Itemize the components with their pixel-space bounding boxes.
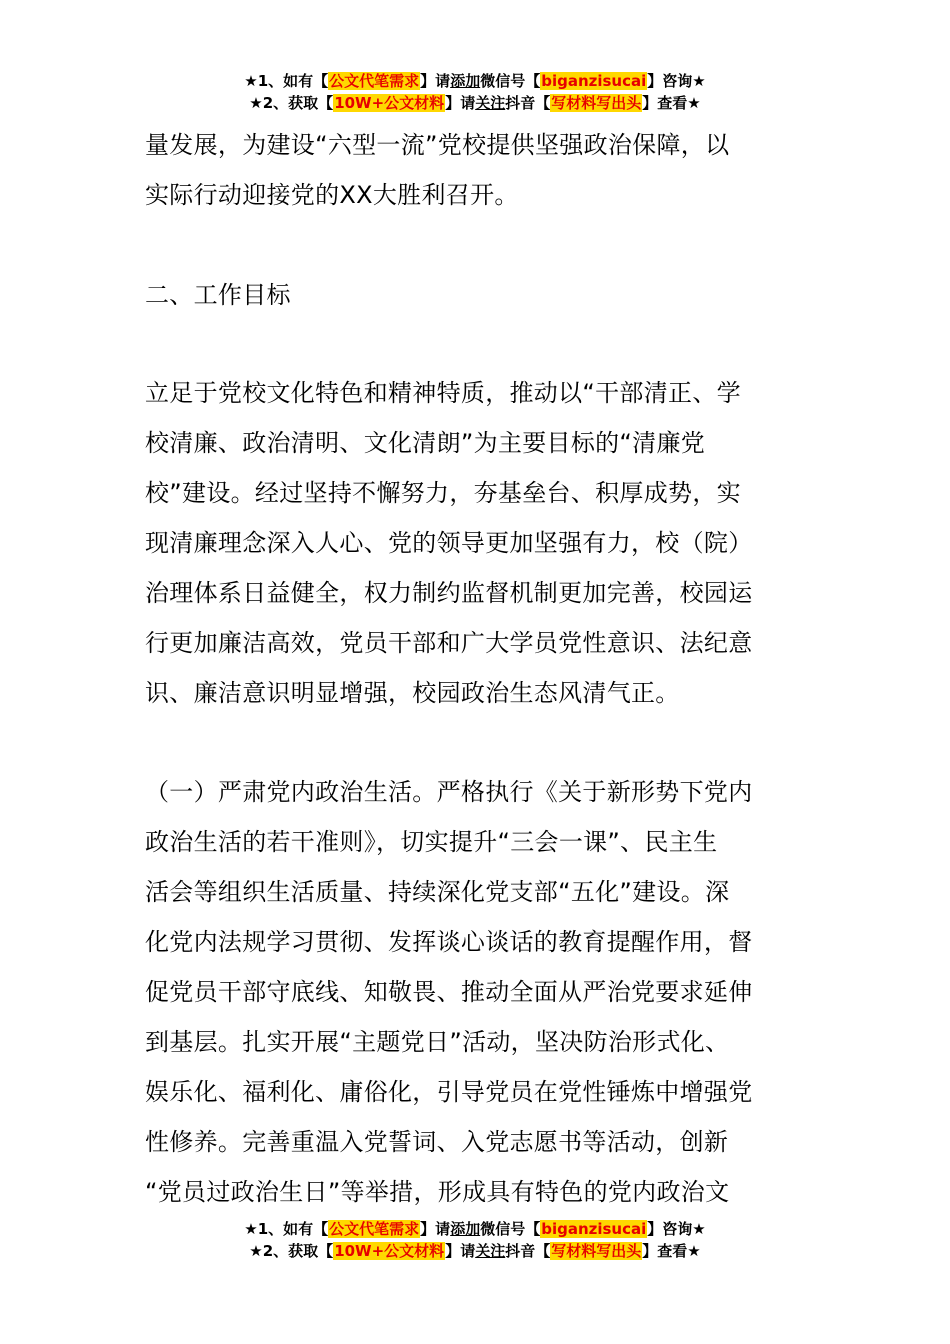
paragraph-intro-continued: [145, 120, 807, 220]
highlight-service: 公文代笔需求: [329, 1220, 420, 1238]
text-line: 实际行动迎接党的XX大胜利召开。: [145, 181, 519, 209]
banner-text: 】咨询★: [647, 72, 706, 90]
text-line: 行更加廉洁高效，党员干部和广大学员党性意识、法纪意: [145, 629, 753, 657]
banner-text: 】请: [445, 1242, 476, 1260]
text-line: “党员过政治生日”等举措，形成具有特色的党内政治文: [145, 1178, 730, 1206]
banner-text: 】请: [420, 72, 451, 90]
star-icon: ★: [244, 1220, 258, 1238]
header-banner: [0, 70, 950, 114]
banner-text: 】咨询★: [647, 1220, 706, 1238]
star-icon: ★: [249, 1242, 263, 1260]
highlight-materials: 10W+公文材料: [334, 94, 445, 112]
underlined-text: 关注: [475, 94, 506, 112]
banner-text: 】请: [445, 94, 476, 112]
banner-line-2: [0, 92, 950, 114]
underlined-text: 添加: [450, 1220, 481, 1238]
banner-line-1: [0, 1218, 950, 1240]
underlined-text: 添加: [450, 72, 481, 90]
banner-text: 1、如有【: [257, 72, 329, 90]
heading-text: 二、工作目标: [145, 281, 291, 309]
underlined-text: 关注: [475, 1242, 506, 1260]
text-line: 到基层。扎实开展“主题党日”活动，坚决防治形式化、: [145, 1028, 730, 1056]
text-line: 量发展，为建设“六型一流”党校提供坚强政治保障，以: [145, 131, 730, 159]
text-line: 性修养。完善重温入党誓词、入党志愿书等活动，创新: [145, 1128, 729, 1156]
banner-text: 抖音【: [505, 94, 551, 112]
paragraph-item-1: [145, 767, 807, 1217]
text-line: 治理体系日益健全，权力制约监督机制更加完善，校园运: [145, 579, 753, 607]
banner-text: 2、获取【: [262, 94, 334, 112]
banner-line-2: [0, 1240, 950, 1262]
banner-text: 抖音【: [505, 1242, 551, 1260]
banner-text: 】查看★: [642, 1242, 701, 1260]
paragraph-goals: [145, 368, 807, 718]
highlight-wechat-id: biganzisucai: [541, 1220, 647, 1238]
text-line: 政治生活的若干准则》，切实提升“三会一课”、民主生: [145, 828, 718, 856]
text-line: 促党员干部守底线、知敬畏、推动全面从严治党要求延伸: [145, 978, 753, 1006]
banner-text: 2、获取【: [262, 1242, 334, 1260]
text-line: 娱乐化、福利化、庸俗化，引导党员在党性锤炼中增强党: [145, 1078, 753, 1106]
banner-text: 微信号【: [480, 1220, 541, 1238]
highlight-douyin-id: 写材料写出头: [551, 94, 642, 112]
highlight-wechat-id: biganzisucai: [541, 72, 647, 90]
text-line: 校清廉、政治清明、文化清朗”为主要目标的“清廉党: [145, 429, 706, 457]
highlight-douyin-id: 写材料写出头: [551, 1242, 642, 1260]
banner-line-1: [0, 70, 950, 92]
banner-text: 】查看★: [642, 94, 701, 112]
text-line: 现清廉理念深入人心、党的领导更加坚强有力，校（院）: [145, 529, 753, 557]
text-line: 校”建设。经过坚持不懈努力，夯基垒台、积厚成势，实: [145, 479, 741, 507]
section-heading: [145, 270, 807, 320]
highlight-service: 公文代笔需求: [329, 72, 420, 90]
text-line: 立足于党校文化特色和精神特质，推动以“干部清正、学: [145, 379, 741, 407]
banner-text: 微信号【: [480, 72, 541, 90]
text-line: 识、廉洁意识明显增强，校园政治生态风清气正。: [145, 679, 680, 707]
text-line: 化党内法规学习贯彻、发挥谈心谈话的教育提醒作用，督: [145, 928, 753, 956]
star-icon: ★: [244, 72, 258, 90]
footer-banner: [0, 1218, 950, 1262]
star-icon: ★: [249, 94, 263, 112]
banner-text: 1、如有【: [257, 1220, 329, 1238]
highlight-materials: 10W+公文材料: [334, 1242, 445, 1260]
banner-text: 】请: [420, 1220, 451, 1238]
text-line: 活会等组织生活质量、持续深化党支部“五化”建设。深: [145, 878, 730, 906]
text-line: （一）严肃党内政治生活。严格执行《关于新形势下党内: [145, 778, 753, 806]
